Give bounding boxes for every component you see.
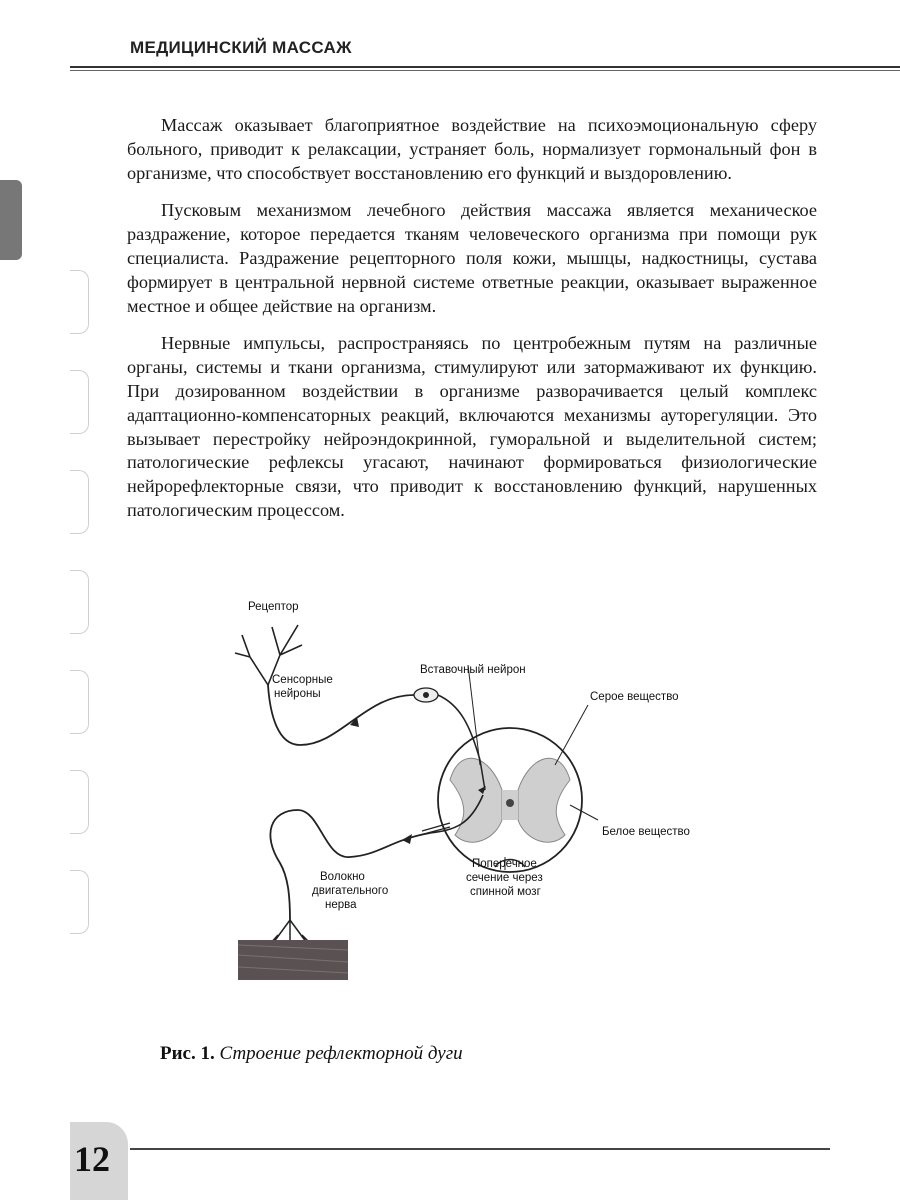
label-cross-1: Поперечное [472, 858, 537, 870]
label-sensory-2: нейроны [274, 688, 321, 700]
label-fiber-2: двигательного [312, 885, 389, 897]
page-number: 12 [74, 1139, 110, 1179]
label-fiber-1: Волокно [320, 871, 365, 883]
side-mark [70, 570, 89, 634]
reflex-arc-figure [150, 595, 750, 1025]
side-mark [70, 870, 89, 934]
label-receptor: Рецептор [248, 601, 299, 613]
main-text [127, 114, 817, 537]
side-mark [70, 370, 89, 434]
running-header: МЕДИЦИНСКИЙ МАССАЖ [130, 38, 352, 57]
motor-arrow [402, 834, 412, 844]
header-rule [70, 66, 900, 68]
reflex-arc-diagram [150, 595, 750, 1025]
ganglion-nucleus [423, 692, 429, 698]
label-gray-matter: Серое вещество [590, 691, 679, 703]
label-white-matter: Белое вещество [602, 826, 690, 838]
gray-matter-pointer [555, 705, 588, 765]
caption-prefix: Рис. 1. [160, 1043, 215, 1064]
label-sensory-1: Сенсорные [272, 674, 333, 686]
label-fiber-3: нерва [325, 899, 357, 911]
caption-text: Строение рефлекторной дуги [219, 1043, 463, 1064]
side-mark [70, 770, 89, 834]
figure-caption [160, 1043, 463, 1065]
central-canal [506, 799, 514, 807]
paragraph-2: Пусковым механизмом лечебного действия массажа является механическое раздражение, которое передается тканям человеческого организма при помощи рук специалиста. Раздражение рецепторного поля кожи, мышцы, надкостницы, сустава формирует в центральной нервной системе ответные реакции, оказывает выраженное местное и общее действие на организм. [127, 200, 817, 316]
footer-rule [130, 1148, 830, 1150]
label-cross-2: сечение через [466, 872, 543, 884]
label-cross-3: спинной мозг [470, 886, 541, 898]
header-rule-thin [70, 70, 900, 71]
thumb-index-tab [0, 180, 22, 260]
bleed-through-side-marks [70, 270, 90, 1030]
side-mark [70, 670, 89, 734]
label-interneuron: Вставочный нейрон [420, 664, 526, 676]
paragraph-3: Нервные импульсы, распространяясь по центробежным путям на различные органы, системы и ткани организма, стимулируют или затормаживают их функцию. При дозированном воздействии в организме разворачивается целый комплекс адаптационно-компенсаторных реакций, включаются механизмы ауторегуляции. Это вызывает перестройку нейроэндокринной, гуморальной и выделительной систем; патологические рефлексы угасают, начинают формироваться физиологические нейрорефлекторные связи, что приводит к восстановлению функций, нарушенных патологическим процессом. [127, 333, 817, 520]
paragraph-1: Массаж оказывает благоприятное воздействие на психоэмоциональную сферу больного, приводит к релаксации, устраняет боль, нормализует гормональный фон в организме, что способствует восстановлению его функций и выздоровлению. [127, 115, 817, 183]
side-mark [70, 270, 89, 334]
side-mark [70, 470, 89, 534]
